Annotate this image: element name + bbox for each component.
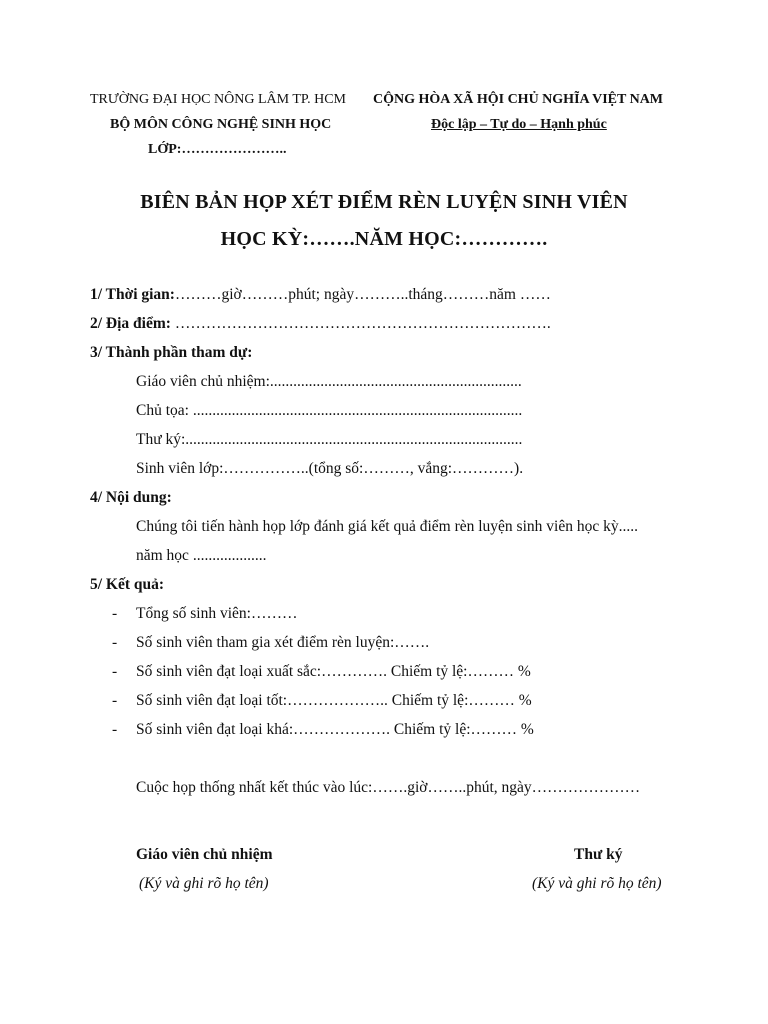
section-attendees-label: 3/ Thành phần tham dự: <box>90 344 253 361</box>
list-item <box>0 605 768 625</box>
closing-statement: Cuộc họp thống nhất kết thúc vào lúc:…….giờ……..phút, ngày………………… <box>136 779 641 796</box>
signature-secretary-title: Thư ký <box>574 846 623 863</box>
list-item <box>0 692 768 712</box>
bullet-dash: - <box>112 634 118 651</box>
department-name: BỘ MÔN CÔNG NGHỆ SINH HỌC <box>110 117 332 132</box>
signature-teacher-title: Giáo viên chủ nhiệm <box>136 846 273 863</box>
attendee-students: Sinh viên lớp:……………..(tổng số:………, vắng:…………). <box>136 460 524 477</box>
bullet-dash: - <box>112 692 118 709</box>
section-location-label: 2/ Địa điểm: <box>90 315 171 332</box>
content-line-2: năm học ................... <box>136 547 267 564</box>
national-title: CỘNG HÒA XÃ HỘI CHỦ NGHĨA VIỆT NAM <box>373 92 664 107</box>
list-item <box>0 663 768 683</box>
document-title: BIÊN BẢN HỌP XÉT ĐIỂM RÈN LUYỆN SINH VIÊN <box>140 191 628 213</box>
section-time-value: ………giờ………phút; ngày………..tháng………năm …… <box>174 286 551 303</box>
national-motto: Độc lập – Tự do – Hạnh phúc <box>431 117 607 132</box>
result-excellent: Số sinh viên đạt loại xuất sắc:…………. Chiếm tỷ lệ:……… % <box>136 663 531 680</box>
class-field: LỚP:………………….. <box>148 142 287 157</box>
signature-secretary-note: (Ký và ghi rõ họ tên) <box>532 875 662 892</box>
section-content-label: 4/ Nội dung: <box>90 489 172 506</box>
document-subtitle: HỌC KỲ:…….NĂM HỌC:…………. <box>220 228 548 250</box>
bullet-dash: - <box>112 721 118 738</box>
section-time <box>90 286 551 304</box>
section-location-value: ………………………………………………………………. <box>170 315 551 332</box>
attendee-chair: Chủ tọa: ..................................................................................... <box>136 402 523 419</box>
section-results-label: 5/ Kết quả: <box>90 576 165 593</box>
attendee-teacher: Giáo viên chủ nhiệm:................................................................. <box>136 373 522 390</box>
result-participants: Số sinh viên tham gia xét điểm rèn luyện:……. <box>136 634 430 651</box>
section-location <box>90 315 551 333</box>
list-item <box>0 634 768 654</box>
attendee-secretary: Thư ký:....................................................................................... <box>136 431 523 448</box>
result-good: Số sinh viên đạt loại tốt:……………….. Chiếm tỷ lệ:……… % <box>136 692 532 709</box>
content-line-1: Chúng tôi tiến hành họp lớp đánh giá kết quả điểm rèn luyện sinh viên học kỳ..... <box>136 518 638 535</box>
school-name: TRƯỜNG ĐẠI HỌC NÔNG LÂM TP. HCM <box>90 92 347 107</box>
section-time-label: 1/ Thời gian: <box>90 286 175 303</box>
bullet-dash: - <box>112 663 118 680</box>
result-total: Tổng số sinh viên:……… <box>136 605 298 622</box>
signature-teacher-note: (Ký và ghi rõ họ tên) <box>139 875 269 892</box>
result-fair: Số sinh viên đạt loại khá:………………. Chiếm tỷ lệ:……… % <box>136 721 534 738</box>
bullet-dash: - <box>112 605 118 622</box>
list-item <box>0 721 768 741</box>
